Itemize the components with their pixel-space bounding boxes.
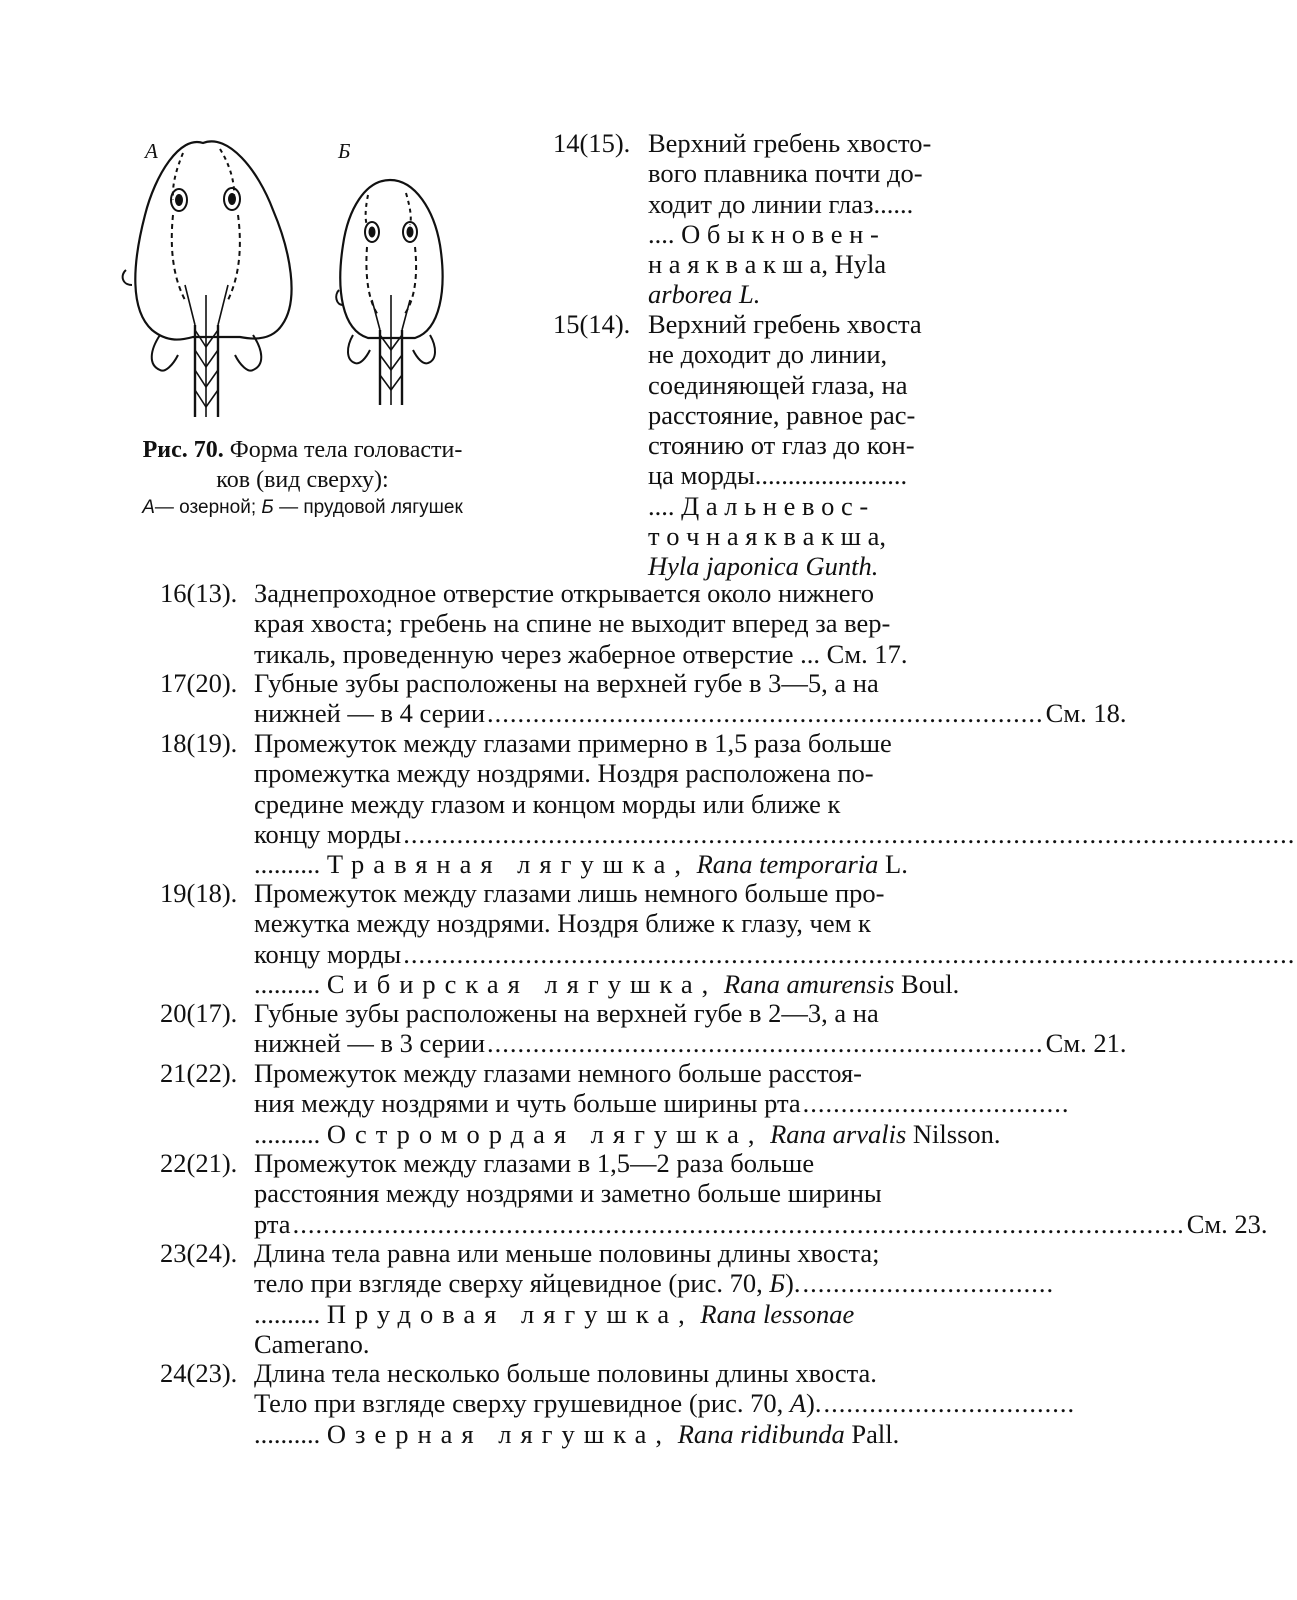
caption-text-line1: Форма тела головасти-	[229, 437, 463, 463]
entry-line: тело при взгляде сверху яйцевидное (рис. 70, Б)..................................	[254, 1268, 1055, 1299]
entry-line: .... Д а л ь н е в о с -	[648, 490, 869, 521]
entry-number: 17(20).	[160, 668, 238, 698]
entry-line: расстояния между ноздрями и заметно больше ширины	[254, 1178, 882, 1209]
entry-number: 21(22).	[160, 1058, 238, 1088]
caption-legend-a-letter: А	[142, 497, 155, 518]
entry-line: Camerano.	[254, 1328, 370, 1359]
entry-line: н а я к в а к ш а, Hyla	[648, 249, 887, 280]
entry-number: 24(23).	[160, 1358, 238, 1388]
entry-line: средине между глазом и концом морды или ближе к	[254, 788, 841, 819]
entry-line: нижней — в 4 серии.........................................................................См. 18.	[254, 698, 1127, 729]
entry-line: концу морды.....................................................................................................................	[254, 938, 1296, 969]
entry-line: не доходит до линии,	[648, 339, 888, 370]
entry-line: arborea L.	[648, 279, 761, 310]
entry-line: межутка между ноздрями. Ноздря ближе к глазу, чем к	[254, 908, 871, 939]
entry-number: 22(21).	[160, 1148, 238, 1178]
entry-line: промежутка между ноздрями. Ноздря расположена по-	[254, 758, 874, 789]
entry-number: 15(14).	[553, 309, 631, 339]
entry-line: Тело при взгляде сверху грушевидное (рис. 70, А)..................................	[254, 1388, 1076, 1419]
entry-line: Длина тела несколько больше половины длины хвоста.	[254, 1358, 877, 1388]
species-line: .......... Сибирская лягушка, Rana amurensis Boul.	[254, 968, 960, 999]
entry-line: Промежуток между глазами в 1,5—2 раза больше	[254, 1148, 815, 1178]
tadpole-b-drawing	[336, 180, 442, 405]
entry-line: Заднепроходное отверстие открывается около нижнего	[254, 578, 875, 608]
entry-line: т о ч н а я к в а к ш а,	[648, 521, 886, 552]
species-line: .......... Травяная лягушка, Rana temporaria L.	[254, 849, 908, 880]
entry-line: ния между ноздрями и чуть больше ширины рта...................................	[254, 1088, 1070, 1119]
figure-70	[110, 125, 495, 525]
entry-number: 16(13).	[160, 578, 238, 608]
tadpole-a-drawing	[123, 141, 292, 417]
entry-line: Верхний гребень хвосто-	[648, 128, 932, 158]
figure-caption	[110, 435, 495, 495]
entry-line: .... О б ы к н о в е н -	[648, 218, 879, 249]
species-line: .......... Прудовая лягушка, Rana lessonae	[254, 1298, 855, 1329]
entry-line: Hyla japonica Gunth.	[648, 551, 879, 582]
species-line: .......... Остромордая лягушка, Rana arvalis Nilsson.	[254, 1118, 1001, 1149]
caption-text-line2: ков (вид сверху):	[216, 467, 389, 493]
entry-line: ца морды.......................	[648, 460, 908, 491]
figure-label-a: А	[145, 139, 158, 163]
caption-legend-b-text: — прудовой лягушек	[279, 497, 463, 518]
caption-legend	[110, 497, 495, 519]
tadpoles-illustration	[110, 125, 495, 425]
entry-number: 20(17).	[160, 998, 238, 1028]
entry-line: Промежуток между глазами немного больше расстоя-	[254, 1058, 862, 1088]
entry-line: нижней — в 3 серии.........................................................................См. 21.	[254, 1028, 1127, 1059]
entry-line: края хвоста; гребень на спине не выходит вперед за вер-	[254, 608, 891, 639]
entry-line: стоянию от глаз до кон-	[648, 430, 915, 461]
entry-line: тикаль, проведенную через жаберное отверстие ... См. 17.	[254, 638, 908, 669]
entry-line: Длина тела равна или меньше половины длины хвоста;	[254, 1238, 880, 1268]
entry-number: 14(15).	[553, 128, 631, 158]
entry-number: 23(24).	[160, 1238, 238, 1268]
entry-number: 18(19).	[160, 728, 238, 758]
entry-line: вого плавника почти до-	[648, 158, 923, 189]
entry-line: ходит до линии глаз......	[648, 188, 914, 219]
species-line: .......... Озерная лягушка, Rana ridibunda Pall.	[254, 1418, 900, 1449]
entry-number: 19(18).	[160, 878, 238, 908]
caption-legend-a-text: — озерной;	[154, 497, 257, 518]
entry-line: Губные зубы расположены на верхней губе в 3—5, а на	[254, 668, 879, 698]
caption-number: Рис. 70.	[142, 437, 224, 463]
entry-line: концу морды.....................................................................................................................	[254, 818, 1296, 849]
entry-line: соединяющей глаза, на	[648, 369, 908, 400]
entry-line: Промежуток между глазами лишь немного больше про-	[254, 878, 885, 908]
entry-line: Промежуток между глазами примерно в 1,5 раза больше	[254, 728, 892, 758]
entry-line: расстояние, равное рас-	[648, 399, 916, 430]
caption-legend-b-letter: Б	[261, 497, 274, 518]
entry-line: Губные зубы расположены на верхней губе в 2—3, а на	[254, 998, 879, 1028]
figure-label-b: Б	[338, 139, 351, 163]
entry-line: Верхний гребень хвоста	[648, 309, 922, 339]
entry-line: рта.....................................................................................................................См. 23.	[254, 1208, 1268, 1239]
